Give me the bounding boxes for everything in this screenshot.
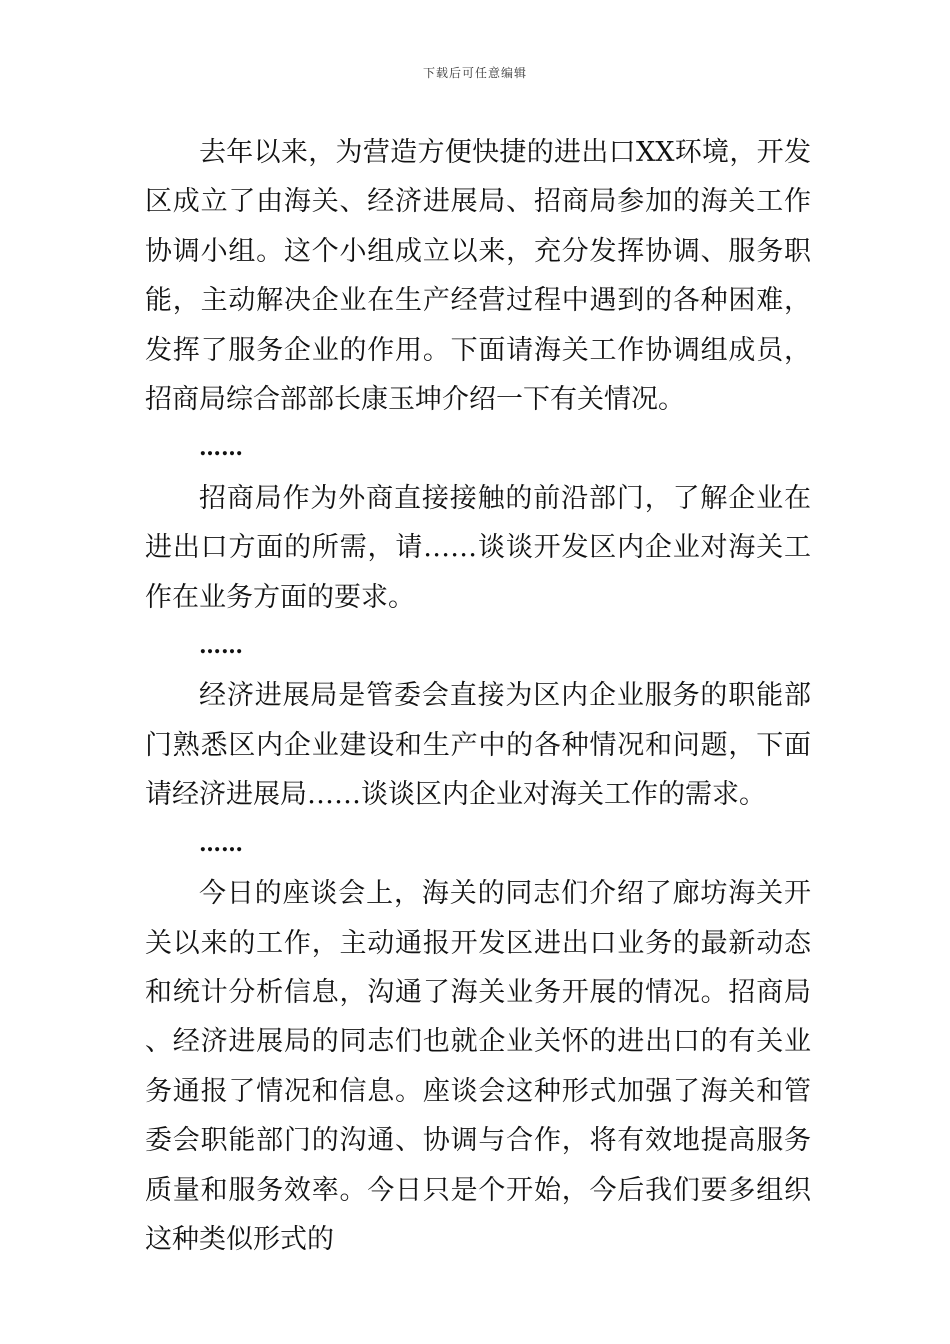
paragraph-investment-bureau: 招商局作为外商直接接触的前沿部门，了解企业在进出口方面的所需，请……谈谈开发区内企业对海关工作在业务方面的要求。 <box>145 482 811 613</box>
ellipsis-2: …… <box>199 633 243 660</box>
page-header: 下载后可任意编辑 <box>422 66 527 80</box>
paragraph-intro: 去年以来，为营造方便快捷的进出口XX环境，开发区成立了由海关、经济进展局、招商局参加的海关工作协调小组。这个小组成立以来，充分发挥协调、服务职能，主动解决企业在生产经营过程中遇到的各种困难，发挥了服务企业的作用。下面请海关工作协调组成员，招商局综合部部长康玉坤介绍一下有关情况。 <box>145 137 811 416</box>
document-body <box>145 128 811 1264</box>
paragraph-summary: 今日的座谈会上，海关的同志们介绍了廊坊海关开关以来的工作，主动通报开发区进出口业务的最新动态和统计分析信息，沟通了海关业务开展的情况。招商局、经济进展局的同志们也就企业关怀的进出口的有关业务通报了情况和信息。座谈会这种形式加强了海关和管委会职能部门的沟通、协调与合作，将有效地提高服务质量和服务效率。今日只是个开始，今后我们要多组织这种类似形式的 <box>145 878 811 1255</box>
paragraph-economic-bureau: 经济进展局是管委会直接为区内企业服务的职能部门熟悉区内企业建设和生产中的各种情况和问题，下面请经济进展局……谈谈区内企业对海关工作的需求。 <box>145 680 811 811</box>
ellipsis-3: …… <box>199 830 243 857</box>
ellipsis-1: …… <box>199 435 243 462</box>
